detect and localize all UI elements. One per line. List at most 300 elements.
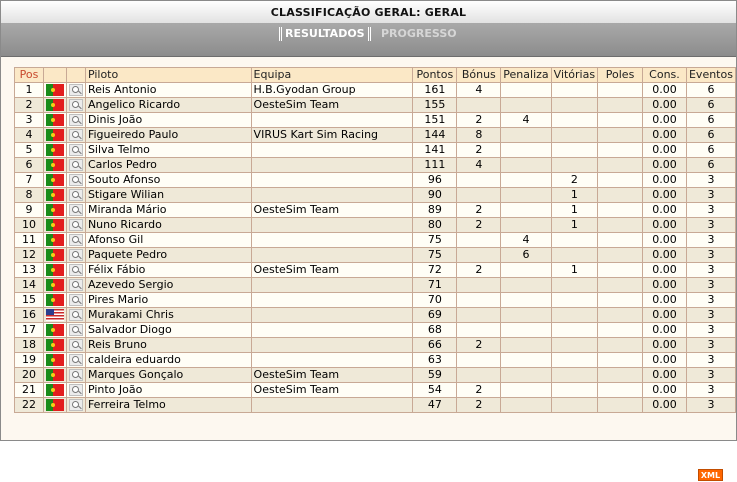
col-header-eventos[interactable]: Eventos: [686, 68, 735, 83]
cell-bonus: [457, 98, 501, 113]
cell-poles: [598, 203, 643, 218]
cell-eventos: 3: [686, 383, 735, 398]
cell-poles: [598, 233, 643, 248]
cell-bonus: [457, 323, 501, 338]
table-row: [15, 398, 736, 413]
cell-eventos: 3: [686, 263, 735, 278]
cell-poles: [598, 368, 643, 383]
cell-pontos: 161: [413, 83, 457, 98]
magnifier-icon[interactable]: [69, 249, 83, 261]
cell-eventos: 3: [686, 308, 735, 323]
portugal-flag-icon: [46, 84, 64, 96]
table-row: [15, 128, 736, 143]
cell-eventos: 3: [686, 368, 735, 383]
cell-penaliza: [501, 353, 551, 368]
cell-piloto: Pinto João: [85, 383, 251, 398]
cell-vitorias: 1: [551, 263, 597, 278]
cell-bonus: 2: [457, 143, 501, 158]
col-header-pos[interactable]: Pos: [15, 68, 44, 83]
cell-bonus: 2: [457, 338, 501, 353]
cell-eventos: 3: [686, 293, 735, 308]
portugal-flag-icon: [46, 279, 64, 291]
tab-progresso[interactable]: PROGRESSO: [381, 27, 457, 40]
cell-poles: [598, 383, 643, 398]
cell-vitorias: [551, 128, 597, 143]
cell-pos: 9: [15, 203, 44, 218]
cell-pos: 8: [15, 188, 44, 203]
portugal-flag-icon: [46, 114, 64, 126]
cell-bonus: [457, 248, 501, 263]
col-header-pontos[interactable]: Pontos: [413, 68, 457, 83]
cell-eventos: 3: [686, 203, 735, 218]
cell-equipa: [251, 278, 413, 293]
magnifier-icon[interactable]: [69, 174, 83, 186]
cell-equipa: OesteSim Team: [251, 368, 413, 383]
cell-poles: [598, 278, 643, 293]
col-header-poles[interactable]: Poles: [598, 68, 643, 83]
col-header-equipa[interactable]: Equipa: [251, 68, 413, 83]
cell-bonus: [457, 368, 501, 383]
page-title: CLASSIFICAÇÃO GERAL: GERAL: [1, 1, 736, 24]
cell-poles: [598, 263, 643, 278]
cell-eventos: 6: [686, 143, 735, 158]
magnifier-icon[interactable]: [69, 144, 83, 156]
cell-penaliza: [501, 338, 551, 353]
cell-pontos: 80: [413, 218, 457, 233]
cell-penaliza: [501, 323, 551, 338]
portugal-flag-icon: [46, 159, 64, 171]
magnifier-icon[interactable]: [69, 159, 83, 171]
cell-bonus: 2: [457, 113, 501, 128]
cell-penaliza: 4: [501, 233, 551, 248]
cell-cons: 0.00: [643, 173, 687, 188]
portugal-flag-icon: [46, 354, 64, 366]
cell-piloto: Murakami Chris: [85, 308, 251, 323]
cell-cons: 0.00: [643, 218, 687, 233]
cell-eventos: 3: [686, 233, 735, 248]
cell-pontos: 90: [413, 188, 457, 203]
cell-penaliza: [501, 98, 551, 113]
cell-vitorias: [551, 143, 597, 158]
cell-equipa: OesteSim Team: [251, 98, 413, 113]
magnifier-icon[interactable]: [69, 264, 83, 276]
cell-vitorias: [551, 368, 597, 383]
cell-vitorias: [551, 158, 597, 173]
cell-bonus: 4: [457, 158, 501, 173]
cell-bonus: [457, 278, 501, 293]
cell-piloto: Marques Gonçalo: [85, 368, 251, 383]
cell-bonus: [457, 188, 501, 203]
cell-pontos: 54: [413, 383, 457, 398]
cell-cons: 0.00: [643, 188, 687, 203]
cell-cons: 0.00: [643, 143, 687, 158]
cell-penaliza: [501, 83, 551, 98]
cell-eventos: 3: [686, 338, 735, 353]
cell-vitorias: [551, 338, 597, 353]
table-row: [15, 173, 736, 188]
cell-poles: [598, 188, 643, 203]
cell-eventos: 3: [686, 353, 735, 368]
table-row: [15, 218, 736, 233]
cell-eventos: 6: [686, 83, 735, 98]
cell-cons: 0.00: [643, 323, 687, 338]
cell-pos: 13: [15, 263, 44, 278]
table-row: [15, 308, 736, 323]
table-row: [15, 278, 736, 293]
table-row: [15, 233, 736, 248]
cell-cons: 0.00: [643, 233, 687, 248]
cell-bonus: [457, 233, 501, 248]
cell-eventos: 3: [686, 323, 735, 338]
standings-table: [14, 67, 736, 413]
cell-penaliza: [501, 218, 551, 233]
cell-pontos: 75: [413, 233, 457, 248]
cell-poles: [598, 248, 643, 263]
table-row: [15, 203, 736, 218]
cell-piloto: Reis Bruno: [85, 338, 251, 353]
portugal-flag-icon: [46, 324, 64, 336]
magnifier-icon[interactable]: [69, 369, 83, 381]
cell-piloto: Souto Afonso: [85, 173, 251, 188]
portugal-flag-icon: [46, 294, 64, 306]
cell-pontos: 72: [413, 263, 457, 278]
cell-pontos: 75: [413, 248, 457, 263]
col-header-cons[interactable]: Cons.: [643, 68, 687, 83]
table-row: [15, 383, 736, 398]
cell-cons: 0.00: [643, 83, 687, 98]
cell-penaliza: [501, 308, 551, 323]
table-row: [15, 263, 736, 278]
portugal-flag-icon: [46, 264, 64, 276]
col-header-piloto[interactable]: Piloto: [85, 68, 251, 83]
cell-pontos: 70: [413, 293, 457, 308]
cell-piloto: Dinis João: [85, 113, 251, 128]
cell-pos: 2: [15, 98, 44, 113]
cell-poles: [598, 113, 643, 128]
cell-equipa: [251, 323, 413, 338]
cell-cons: 0.00: [643, 248, 687, 263]
cell-pos: 11: [15, 233, 44, 248]
cell-pontos: 68: [413, 323, 457, 338]
portugal-flag-icon: [46, 189, 64, 201]
table-header-row: [15, 68, 736, 83]
cell-piloto: Silva Telmo: [85, 143, 251, 158]
table-row: [15, 368, 736, 383]
cell-cons: 0.00: [643, 158, 687, 173]
cell-pontos: 59: [413, 368, 457, 383]
col-header-vitorias[interactable]: Vitórias: [551, 68, 597, 83]
portugal-flag-icon: [46, 369, 64, 381]
magnifier-icon[interactable]: [69, 339, 83, 351]
magnifier-icon[interactable]: [69, 189, 83, 201]
portugal-flag-icon: [46, 144, 64, 156]
cell-pontos: 71: [413, 278, 457, 293]
cell-piloto: Paquete Pedro: [85, 248, 251, 263]
table-row: [15, 338, 736, 353]
cell-cons: 0.00: [643, 308, 687, 323]
cell-penaliza: [501, 263, 551, 278]
cell-equipa: VIRUS Kart Sim Racing: [251, 128, 413, 143]
cell-bonus: [457, 173, 501, 188]
table-row: [15, 293, 736, 308]
magnifier-icon[interactable]: [69, 384, 83, 396]
cell-eventos: 6: [686, 128, 735, 143]
cell-eventos: 6: [686, 158, 735, 173]
cell-pos: 22: [15, 398, 44, 413]
cell-eventos: 3: [686, 398, 735, 413]
cell-poles: [598, 323, 643, 338]
cell-pos: 7: [15, 173, 44, 188]
cell-cons: 0.00: [643, 128, 687, 143]
cell-equipa: [251, 218, 413, 233]
cell-pos: 19: [15, 353, 44, 368]
cell-pos: 10: [15, 218, 44, 233]
cell-equipa: [251, 233, 413, 248]
cell-poles: [598, 98, 643, 113]
cell-vitorias: [551, 293, 597, 308]
tab-resultados[interactable]: RESULTADOS: [279, 27, 371, 41]
portugal-flag-icon: [46, 174, 64, 186]
cell-poles: [598, 143, 643, 158]
cell-equipa: [251, 353, 413, 368]
cell-pontos: 66: [413, 338, 457, 353]
cell-penaliza: [501, 293, 551, 308]
cell-bonus: 2: [457, 263, 501, 278]
cell-vitorias: [551, 323, 597, 338]
cell-bonus: 2: [457, 383, 501, 398]
table-row: [15, 83, 736, 98]
cell-pos: 4: [15, 128, 44, 143]
cell-cons: 0.00: [643, 398, 687, 413]
portugal-flag-icon: [46, 399, 64, 411]
cell-pontos: 141: [413, 143, 457, 158]
cell-piloto: Pires Mario: [85, 293, 251, 308]
col-header-penaliza[interactable]: Penaliza: [501, 68, 551, 83]
cell-eventos: 6: [686, 113, 735, 128]
portugal-flag-icon: [46, 219, 64, 231]
cell-poles: [598, 308, 643, 323]
cell-piloto: Azevedo Sergio: [85, 278, 251, 293]
table-row: [15, 113, 736, 128]
cell-vitorias: [551, 398, 597, 413]
portugal-flag-icon: [46, 129, 64, 141]
col-header-details: [66, 68, 85, 83]
cell-eventos: 3: [686, 248, 735, 263]
cell-cons: 0.00: [643, 338, 687, 353]
magnifier-icon[interactable]: [69, 309, 83, 321]
cell-equipa: [251, 398, 413, 413]
magnifier-icon[interactable]: [69, 399, 83, 411]
magnifier-icon[interactable]: [69, 114, 83, 126]
cell-equipa: [251, 158, 413, 173]
cell-piloto: Carlos Pedro: [85, 158, 251, 173]
cell-equipa: [251, 188, 413, 203]
cell-piloto: Stigare Wilian: [85, 188, 251, 203]
portugal-flag-icon: [46, 384, 64, 396]
cell-equipa: [251, 143, 413, 158]
magnifier-icon[interactable]: [69, 204, 83, 216]
cell-eventos: 6: [686, 98, 735, 113]
cell-eventos: 3: [686, 188, 735, 203]
cell-bonus: 4: [457, 83, 501, 98]
cell-poles: [598, 218, 643, 233]
cell-piloto: Ferreira Telmo: [85, 398, 251, 413]
cell-eventos: 3: [686, 218, 735, 233]
xml-export-button[interactable]: XML: [698, 469, 723, 481]
cell-bonus: [457, 293, 501, 308]
cell-vitorias: 1: [551, 188, 597, 203]
cell-piloto: Afonso Gil: [85, 233, 251, 248]
cell-penaliza: [501, 383, 551, 398]
cell-poles: [598, 338, 643, 353]
cell-equipa: [251, 308, 413, 323]
cell-penaliza: [501, 173, 551, 188]
results-panel: [1, 57, 736, 480]
cell-pos: 20: [15, 368, 44, 383]
cell-pontos: 69: [413, 308, 457, 323]
cell-vitorias: [551, 353, 597, 368]
cell-equipa: [251, 338, 413, 353]
col-header-flag: [43, 68, 66, 83]
cell-equipa: [251, 248, 413, 263]
cell-cons: 0.00: [643, 353, 687, 368]
cell-pos: 1: [15, 83, 44, 98]
magnifier-icon[interactable]: [69, 99, 83, 111]
cell-penaliza: [501, 368, 551, 383]
cell-penaliza: [501, 158, 551, 173]
portugal-flag-icon: [46, 99, 64, 111]
cell-bonus: 2: [457, 398, 501, 413]
table-row: [15, 248, 736, 263]
cell-cons: 0.00: [643, 383, 687, 398]
cell-penaliza: [501, 398, 551, 413]
cell-eventos: 3: [686, 278, 735, 293]
usa-flag-icon: [46, 309, 64, 321]
cell-piloto: Salvador Diogo: [85, 323, 251, 338]
cell-pontos: 155: [413, 98, 457, 113]
cell-penaliza: [501, 188, 551, 203]
magnifier-icon[interactable]: [69, 354, 83, 366]
cell-vitorias: [551, 383, 597, 398]
portugal-flag-icon: [46, 339, 64, 351]
cell-pontos: 151: [413, 113, 457, 128]
cell-pontos: 63: [413, 353, 457, 368]
magnifier-icon[interactable]: [69, 324, 83, 336]
portugal-flag-icon: [46, 249, 64, 261]
col-header-bonus[interactable]: Bónus: [457, 68, 501, 83]
cell-penaliza: 4: [501, 113, 551, 128]
cell-vitorias: [551, 113, 597, 128]
cell-poles: [598, 293, 643, 308]
cell-piloto: Miranda Mário: [85, 203, 251, 218]
cell-equipa: [251, 173, 413, 188]
cell-piloto: Angelico Ricardo: [85, 98, 251, 113]
cell-pos: 16: [15, 308, 44, 323]
cell-pontos: 111: [413, 158, 457, 173]
cell-pos: 18: [15, 338, 44, 353]
cell-equipa: OesteSim Team: [251, 203, 413, 218]
cell-vitorias: [551, 233, 597, 248]
cell-bonus: 8: [457, 128, 501, 143]
cell-penaliza: [501, 278, 551, 293]
cell-vitorias: [551, 308, 597, 323]
cell-pontos: 89: [413, 203, 457, 218]
cell-equipa: OesteSim Team: [251, 263, 413, 278]
cell-piloto: Reis Antonio: [85, 83, 251, 98]
magnifier-icon[interactable]: [69, 84, 83, 96]
magnifier-icon[interactable]: [69, 294, 83, 306]
table-row: [15, 158, 736, 173]
cell-poles: [598, 173, 643, 188]
cell-pos: 5: [15, 143, 44, 158]
cell-piloto: Figueiredo Paulo: [85, 128, 251, 143]
cell-vitorias: 1: [551, 203, 597, 218]
magnifier-icon[interactable]: [69, 129, 83, 141]
cell-vitorias: 1: [551, 218, 597, 233]
cell-pontos: 96: [413, 173, 457, 188]
cell-penaliza: [501, 128, 551, 143]
cell-poles: [598, 158, 643, 173]
cell-piloto: caldeira eduardo: [85, 353, 251, 368]
cell-bonus: [457, 353, 501, 368]
cell-penaliza: 6: [501, 248, 551, 263]
cell-poles: [598, 83, 643, 98]
cell-poles: [598, 353, 643, 368]
cell-vitorias: [551, 278, 597, 293]
table-row: [15, 353, 736, 368]
cell-cons: 0.00: [643, 98, 687, 113]
cell-pos: 21: [15, 383, 44, 398]
portugal-flag-icon: [46, 204, 64, 216]
cell-bonus: [457, 308, 501, 323]
tab-bar: [1, 23, 736, 57]
magnifier-icon[interactable]: [69, 234, 83, 246]
magnifier-icon[interactable]: [69, 219, 83, 231]
portugal-flag-icon: [46, 234, 64, 246]
cell-cons: 0.00: [643, 293, 687, 308]
cell-poles: [598, 128, 643, 143]
cell-pos: 17: [15, 323, 44, 338]
cell-cons: 0.00: [643, 278, 687, 293]
cell-cons: 0.00: [643, 263, 687, 278]
cell-equipa: OesteSim Team: [251, 383, 413, 398]
cell-pontos: 47: [413, 398, 457, 413]
cell-pos: 14: [15, 278, 44, 293]
cell-pontos: 144: [413, 128, 457, 143]
cell-vitorias: 2: [551, 173, 597, 188]
cell-equipa: H.B.Gyodan Group: [251, 83, 413, 98]
cell-cons: 0.00: [643, 203, 687, 218]
cell-cons: 0.00: [643, 368, 687, 383]
magnifier-icon[interactable]: [69, 279, 83, 291]
cell-penaliza: [501, 203, 551, 218]
cell-piloto: Nuno Ricardo: [85, 218, 251, 233]
cell-pos: 3: [15, 113, 44, 128]
cell-equipa: [251, 293, 413, 308]
cell-eventos: 3: [686, 173, 735, 188]
cell-piloto: Félix Fábio: [85, 263, 251, 278]
cell-pos: 6: [15, 158, 44, 173]
table-row: [15, 323, 736, 338]
cell-vitorias: [551, 248, 597, 263]
cell-cons: 0.00: [643, 113, 687, 128]
cell-pos: 12: [15, 248, 44, 263]
table-row: [15, 143, 736, 158]
table-row: [15, 188, 736, 203]
table-row: [15, 98, 736, 113]
cell-pos: 15: [15, 293, 44, 308]
cell-bonus: 2: [457, 218, 501, 233]
